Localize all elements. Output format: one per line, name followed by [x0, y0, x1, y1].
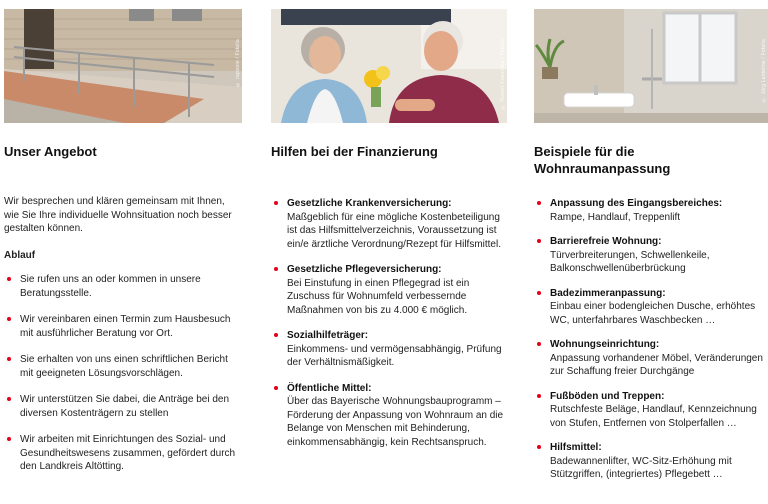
list-item-title: Hilfsmittel: [550, 442, 602, 453]
bullet-icon [537, 291, 541, 295]
list-item-title: Barrierefreie Wohnung: [550, 236, 662, 247]
list-item [534, 338, 768, 379]
photo-couple [271, 9, 507, 123]
column-unser-angebot [4, 0, 242, 472]
list-item-title: Sozialhilfeträger: [287, 330, 369, 341]
list-item-text: Wir vereinbaren einen Termin zum Hausbesuch mit ausführlicher Beratung vor Ort. [20, 314, 231, 339]
list-item-text: Anpassung vorhandener Möbel, Veränderungen zur Schaffung freier Durchgänge [550, 352, 763, 377]
list-item-title: Öffentliche Mittel: [287, 382, 372, 394]
bullet-icon [7, 397, 11, 401]
list-item [271, 329, 507, 370]
list-item-text: Rutschfeste Beläge, Handlauf, Kennzeichnung von Stufen, Entfernen von Stolperfallen … [550, 404, 757, 429]
bathroom-image [534, 9, 768, 123]
list-item [534, 197, 768, 224]
list-item-title: Wohnungseinrichtung: [550, 339, 660, 350]
list-item [271, 197, 507, 251]
column-beispiele [534, 0, 768, 480]
list-item [271, 263, 507, 317]
section-heading: Unser Angebot [4, 144, 97, 159]
list-item [534, 235, 768, 276]
list-item-text: Maßgeblich für eine mögliche Kostenbeteiligung ist das Hilfsmittelverzeichnis, Voraussetzung ist ein/e ärztliche Verordnung/Rezept für Hilfsmittel. [287, 211, 501, 250]
photo-credit: © rapixxie / Fotolia [235, 39, 241, 87]
bullet-icon [7, 317, 11, 321]
bullet-icon [537, 239, 541, 243]
list-item [534, 287, 768, 328]
photo-ramp [4, 9, 242, 123]
section-heading: Beispiele für die Wohnraumanpassung [534, 144, 671, 176]
subheading-ablauf: Ablauf [4, 250, 36, 261]
list-item-title: Gesetzliche Pflegeversicherung: [287, 264, 442, 275]
bullet-icon [274, 386, 278, 390]
bullet-icon [7, 277, 11, 281]
bullet-icon [537, 201, 541, 205]
list-item-text: Rampe, Handlauf, Treppenlift [550, 211, 681, 223]
bullet-icon [274, 333, 278, 337]
intro-text: Wir besprechen und klären gemeinsam mit Ihnen, wie Sie Ihre individuelle Wohnsituation noch besser gestalten können. [4, 196, 232, 234]
ramp-image [4, 9, 242, 123]
list-item-title: Badezimmeranpassung: [550, 287, 666, 299]
list-item [4, 353, 240, 380]
column-finanzierung [271, 0, 507, 448]
list-item [4, 433, 240, 474]
list-item [534, 441, 768, 482]
list-item-text: Türverbreiterungen, Schwellenkeile, Balkonschwellenüberbrückung [550, 249, 710, 274]
bullet-icon [7, 437, 11, 441]
list-item-text: Über das Bayerische Wohnungsbauprogramm – Förderung der Anpassung von Wohnraum an die Belange von Menschen mit Behinderung, einkommensabhängig, kein Rechtsanspruch. [287, 396, 504, 448]
list-item-text: Badewannenlifter, WC-Sitz-Erhöhung mit Stützgriffen, (integriertes) Pflegebett … [550, 455, 732, 480]
section-heading: Hilfen bei der Finanzierung [271, 144, 438, 159]
list-item-text: Sie erhalten von uns einen schriftlichen Bericht mit geeigneten Lösungsvorschlägen. [20, 354, 228, 379]
list-item-text: Bei Einstufung in einen Pflegegrad ist ein Zuschuss für Wohnumfeld verbessernde Maßnahmen von bis zu 4.000 € möglich. [287, 277, 470, 316]
list-item [271, 382, 507, 450]
list-item [4, 273, 240, 300]
list-item-title: Gesetzliche Krankenversicherung: [287, 198, 452, 209]
bullet-icon [537, 445, 541, 449]
ablauf-list [4, 273, 240, 487]
list-item-title: Anpassung des Eingangsbereiches: [550, 198, 723, 209]
bullet-icon [537, 342, 541, 346]
bullet-icon [274, 267, 278, 271]
photo-credit: © Jörg Lantelme / Fotolia [761, 39, 767, 103]
bullet-icon [537, 394, 541, 398]
bullet-icon [7, 357, 11, 361]
list-item-text: Wir arbeiten mit Einrichtungen des Sozial- und Gesundheitswesens zusammen, gefördert durch den Landkreis Altötting. [20, 434, 236, 472]
bullet-icon [274, 201, 278, 205]
list-item [4, 313, 240, 340]
finanzierung-list [271, 197, 507, 461]
list-item-text: Einbau einer bodengleichen Dusche, erhöhtes WC, unterfahrbares Waschbecken … [550, 301, 756, 326]
list-item-text: Wir unterstützen Sie dabei, die Anträge bei den diversen Kostenträgern zu stellen [20, 394, 230, 419]
couple-image [271, 9, 507, 123]
list-item-title: Fußböden und Treppen: [550, 390, 665, 402]
photo-bathroom [534, 9, 768, 123]
list-item [4, 393, 240, 420]
photo-credit: © Robert Kneschke / Fotolia [500, 39, 506, 110]
list-item-text: Sie rufen uns an oder kommen in unsere Beratungsstelle. [20, 274, 201, 299]
list-item-text: Einkommens- und vermögensabhängig, Prüfung der Verhältnismäßigkeit. [287, 343, 502, 368]
beispiele-list [534, 197, 768, 493]
list-item [534, 390, 768, 431]
